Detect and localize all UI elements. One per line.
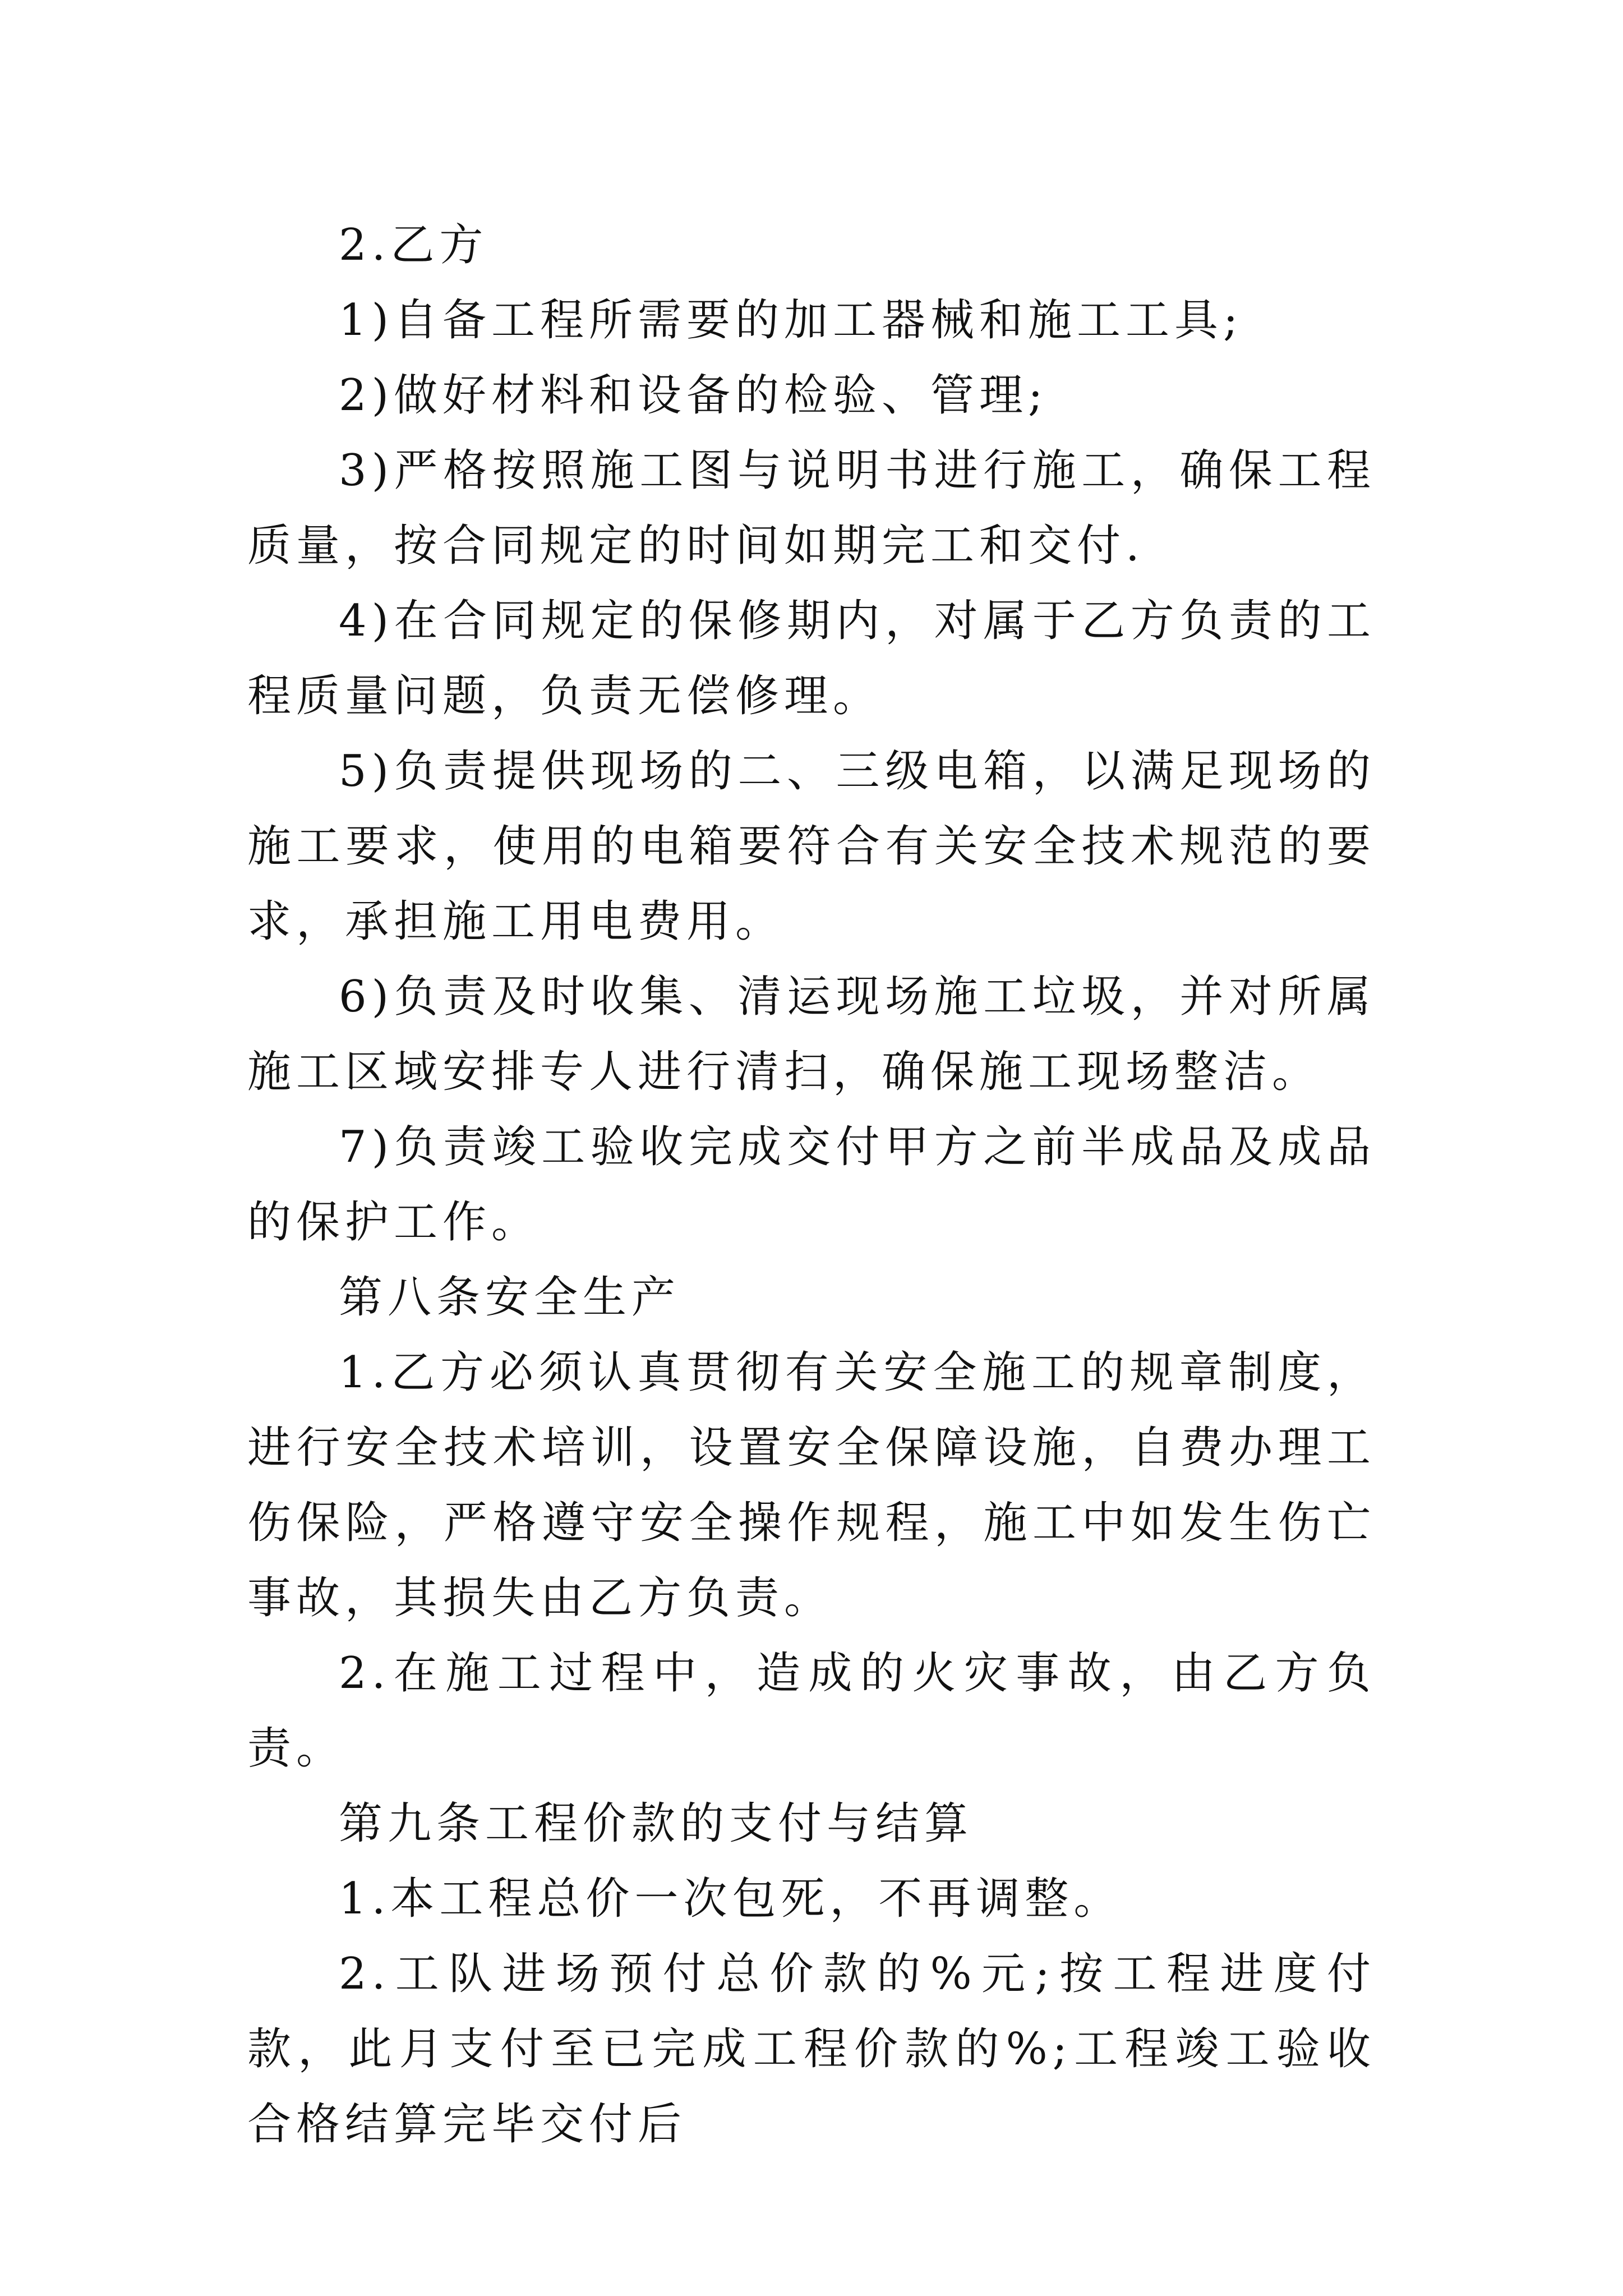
paragraph-item-1: 1)自备工程所需要的加工器械和施工工具;: [339, 295, 1243, 346]
paragraph-safety-2: 2.在施工过程中，造成的火灾事故，由乙方负责。: [247, 1648, 1376, 1774]
paragraph-item-5: 5)负责提供现场的二、三级电箱，以满足现场的施工要求，使用的电箱要符合有关安全技术规范的要求，承担施工用电费用。: [247, 746, 1376, 947]
paragraph-item-3: 3)严格按照施工图与说明书进行施工，确保工程质量，按合同规定的时间如期完工和交付.: [247, 445, 1376, 571]
section-heading-article-8: 第八条安全生产: [339, 1272, 681, 1323]
paragraph-payment-1: 1.本工程总价一次包死，不再调整。: [339, 1874, 1123, 1924]
paragraph-item-6: 6)负责及时收集、清运现场施工垃圾，并对所属施工区域安排专人进行清扫，确保施工现场整洁。: [247, 972, 1376, 1097]
paragraph-item-4: 4)在合同规定的保修期内，对属于乙方负责的工程质量问题，负责无偿修理。: [247, 596, 1376, 721]
paragraph-party-b-heading: 2.乙方: [339, 220, 488, 270]
paragraph-item-2: 2)做好材料和设备的检验、管理;: [339, 370, 1048, 421]
paragraph-safety-1: 1.乙方必须认真贯彻有关安全施工的规章制度，进行安全技术培训，设置安全保障设施，自费办理工伤保险，严格遵守安全操作规程，施工中如发生伤亡事故，其损失由乙方负责。: [247, 1347, 1376, 1623]
paragraph-item-7: 7)负责竣工验收完成交付甲方之前半成品及成品的保护工作。: [247, 1122, 1376, 1248]
paragraph-payment-2: 2.工队进场预付总价款的%元;按工程进度付款，此月支付至已完成工程价款的%;工程竣工验收合格结算完毕交付后: [247, 1949, 1376, 2150]
section-heading-article-9: 第九条工程价款的支付与结算: [339, 1798, 974, 1849]
document-body: [247, 208, 1376, 2162]
